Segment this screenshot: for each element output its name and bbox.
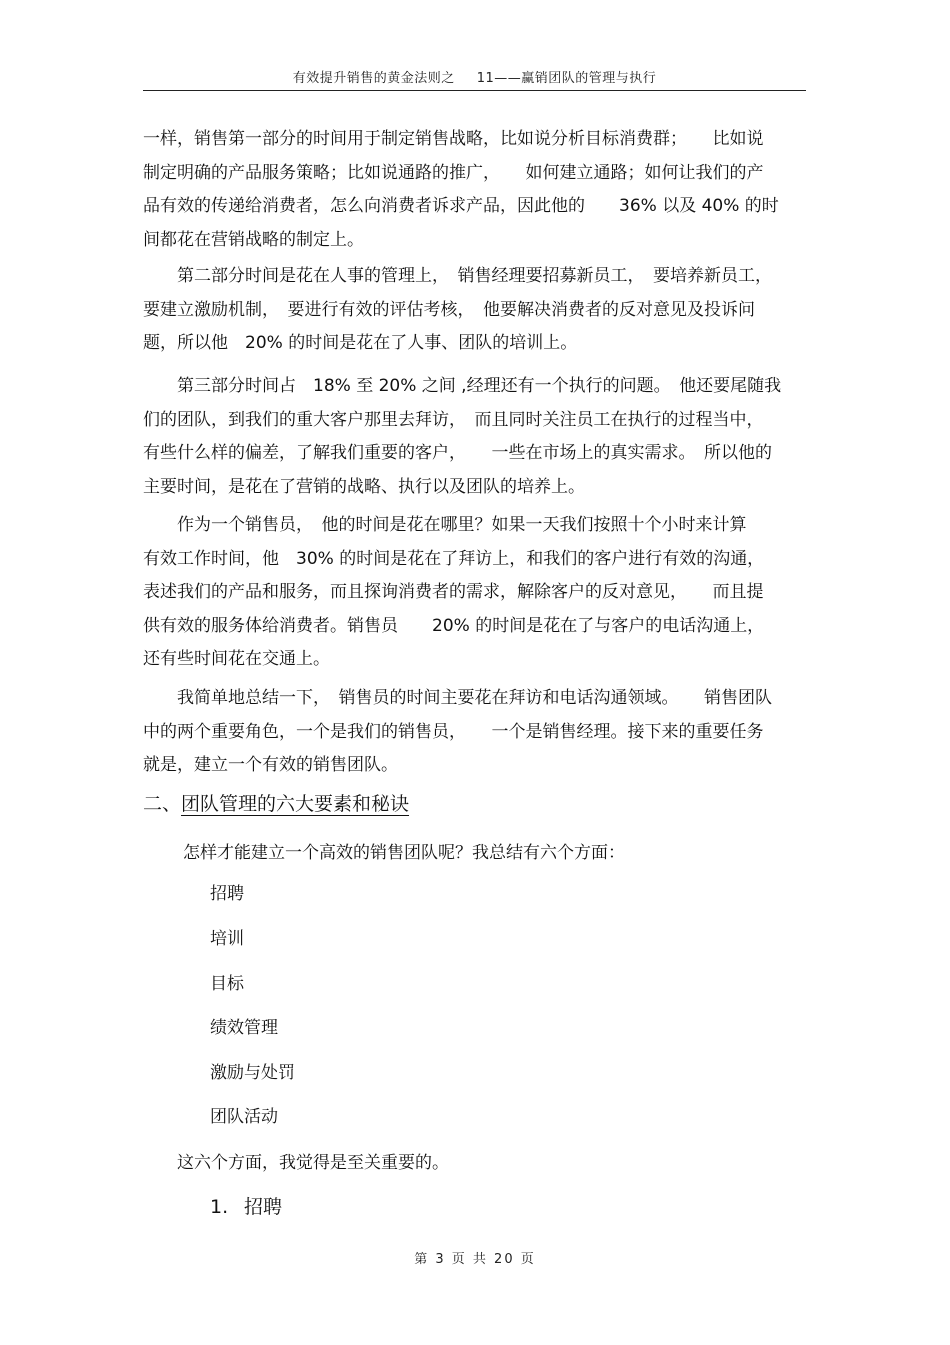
list-item: 培训 xyxy=(210,929,244,949)
list-item: 团队活动 xyxy=(210,1107,278,1127)
paragraph-3 xyxy=(143,370,806,504)
paragraph-4 xyxy=(143,509,806,677)
page-footer: 第 3 页 共 20 页 xyxy=(414,1252,536,1267)
list-item: 招聘 xyxy=(210,884,244,904)
list-item: 目标 xyxy=(210,974,244,994)
paragraph-line: 还有些时间花在交通上。 xyxy=(143,649,330,669)
paragraph-line: 们的团队，到我们的重大客户那里去拜访， 而且同时关注员工在执行的过程当中， xyxy=(143,409,764,430)
subsection-number: 1. xyxy=(210,1196,229,1218)
section-summary: 这六个方面，我觉得是至关重要的。 xyxy=(177,1153,449,1173)
paragraph-line: 第二部分时间是花在人事的管理上， 销售经理要招募新员工， 要培养新员工， xyxy=(143,266,772,286)
paragraph-line: 主要时间，是花在了营销的战略、执行以及团队的培养上。 xyxy=(143,476,585,497)
subsection-title: 招聘 xyxy=(244,1196,283,1218)
section-intro: 怎样才能建立一个高效的销售团队呢？我总结有六个方面： xyxy=(183,843,625,863)
header-rule xyxy=(143,90,806,91)
section-title: 团队管理的六大要素和秘诀 xyxy=(181,793,410,815)
paragraph-line: 制定明确的产品服务策略；比如说通路的推广， 如何建立通路；如何让我们的产 xyxy=(143,162,764,183)
paragraph-line: 我简单地总结一下， 销售员的时间主要花在拜访和电话沟通领域。 销售团队 xyxy=(143,688,772,708)
paragraph-line: 题，所以他 20% 的时间是花在了人事、团队的培训上。 xyxy=(143,333,578,353)
paragraph-line: 间都花在营销战略的制定上。 xyxy=(143,229,364,250)
paragraph-line: 有效工作时间，他 30% 的时间是花在了拜访上，和我们的客户进行有效的沟通， xyxy=(143,548,765,569)
paragraph-1 xyxy=(143,123,806,257)
list-item: 绩效管理 xyxy=(210,1018,278,1038)
header-left: 有效提升销售的黄金法则之 xyxy=(292,71,455,86)
paragraph-2 xyxy=(143,260,806,361)
list-item: 激励与处罚 xyxy=(210,1063,295,1083)
paragraph-line: 表述我们的产品和服务，而且探询消费者的需求，解除客户的反对意见， 而且提 xyxy=(143,582,764,602)
page-header xyxy=(143,67,806,86)
paragraph-line: 作为一个销售员， 他的时间是花在哪里？如果一天我们按照十个小时来计算 xyxy=(143,515,747,535)
section-heading xyxy=(143,789,425,819)
paragraph-line: 中的两个重要角色，一个是我们的销售员， 一个是销售经理。接下来的重要任务 xyxy=(143,721,764,742)
paragraph-line: 要建立激励机制， 要进行有效的评估考核， 他要解决消费者的反对意见及投诉问 xyxy=(143,299,755,320)
paragraph-line: 品有效的传递给消费者，怎么向消费者诉求产品，因此他的 36% 以及 40% 的时 xyxy=(143,196,779,216)
subsection-heading xyxy=(210,1193,282,1221)
paragraph-line: 就是，建立一个有效的销售团队。 xyxy=(143,755,398,775)
paragraph-line: 一样，销售第一部分的时间用于制定销售战略，比如说分析目标消费群； 比如说 xyxy=(143,129,764,149)
paragraph-line: 第三部分时间占 18% 至 20% 之间 ,经理还有一个执行的问题。 他还要尾随我 xyxy=(143,376,782,396)
paragraph-line: 供有效的服务体给消费者。销售员 20% 的时间是花在了与客户的电话沟通上， xyxy=(143,615,765,636)
paragraph-line: 有些什么样的偏差，了解我们重要的客户， 一些在市场上的真实需求。 所以他的 xyxy=(143,443,772,463)
section-number: 二、 xyxy=(143,793,182,815)
paragraph-5 xyxy=(143,682,806,783)
header-right: 11——赢销团队的管理与执行 xyxy=(476,71,657,86)
